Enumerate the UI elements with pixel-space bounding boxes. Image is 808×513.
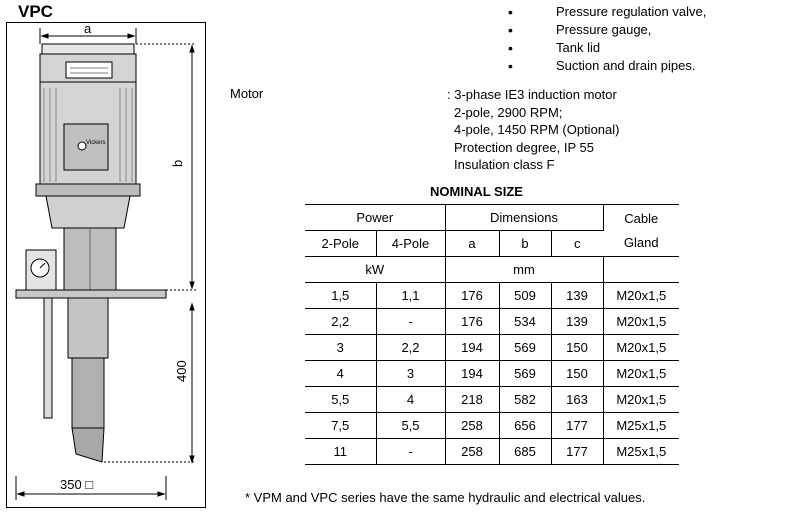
cell-2pole: 1,5 xyxy=(305,283,376,309)
cell-gland: M20x1,5 xyxy=(603,309,679,335)
cell-b: 534 xyxy=(499,309,551,335)
header-2pole: 2-Pole xyxy=(305,231,376,257)
cell-a: 218 xyxy=(445,387,499,413)
tank-lid xyxy=(16,290,166,298)
cell-c: 139 xyxy=(551,283,603,309)
header-cable: Cable xyxy=(624,210,659,226)
cell-gland: M20x1,5 xyxy=(603,361,679,387)
drain-pipe xyxy=(44,298,52,418)
motor-fan-cap xyxy=(42,44,134,54)
header-dimensions: Dimensions xyxy=(445,205,603,231)
cell-gland: M25x1,5 xyxy=(603,439,679,465)
header-cable-gland xyxy=(603,205,679,257)
motor-spec-line: Protection degree, IP 55 xyxy=(454,139,594,155)
header-dim-c: c xyxy=(551,231,603,257)
cell-c: 177 xyxy=(551,439,603,465)
table-row xyxy=(305,335,679,361)
cell-4pole: 3 xyxy=(376,361,445,387)
cell-c: 139 xyxy=(551,309,603,335)
cell-b: 569 xyxy=(499,335,551,361)
cell-b: 569 xyxy=(499,361,551,387)
rating-plate xyxy=(66,62,112,78)
cell-a: 258 xyxy=(445,439,499,465)
dim-350-label: 350 □ xyxy=(60,477,94,492)
unit-blank xyxy=(603,257,679,283)
feature-item: • Pressure regulation valve, xyxy=(508,3,706,21)
cell-2pole: 2,2 xyxy=(305,309,376,335)
footnote: * VPM and VPC series have the same hydraulic and electrical values. xyxy=(245,490,646,505)
cell-4pole: 2,2 xyxy=(376,335,445,361)
motor-spec-line: Insulation class F xyxy=(454,157,555,173)
cell-c: 177 xyxy=(551,413,603,439)
cell-c: 150 xyxy=(551,361,603,387)
dim-a-arrow-right xyxy=(128,34,134,38)
cell-2pole: 5,5 xyxy=(305,387,376,413)
cell-b: 509 xyxy=(499,283,551,309)
suction-pipe xyxy=(72,358,104,428)
pipe-tip xyxy=(72,428,104,462)
cell-b: 656 xyxy=(499,413,551,439)
cell-2pole: 7,5 xyxy=(305,413,376,439)
cell-c: 163 xyxy=(551,387,603,413)
feature-item: • Tank lid xyxy=(508,39,706,57)
cell-2pole: 11 xyxy=(305,439,376,465)
table-row xyxy=(305,283,679,309)
unit-kw: kW xyxy=(305,257,445,283)
motor-spec-line: 2-pole, 2900 RPM; xyxy=(454,104,563,120)
header-dim-b: b xyxy=(499,231,551,257)
motor-spec-line: 4-pole, 1450 RPM (Optional) xyxy=(454,122,620,138)
cell-4pole: 1,1 xyxy=(376,283,445,309)
cell-b: 582 xyxy=(499,387,551,413)
table-row xyxy=(305,439,679,465)
cell-4pole: 5,5 xyxy=(376,413,445,439)
header-power: Power xyxy=(305,205,445,231)
dim-400-label: 400 xyxy=(174,360,189,382)
dim-a-arrow-left xyxy=(42,34,48,38)
bell-housing xyxy=(46,196,130,228)
cell-4pole: 4 xyxy=(376,387,445,413)
motor-spec-line: : 3-phase IE3 induction motor xyxy=(447,87,617,102)
dim-b-label: b xyxy=(170,159,185,167)
cell-4pole: - xyxy=(376,439,445,465)
pump-shaft-housing xyxy=(68,298,108,358)
table-title: NOMINAL SIZE xyxy=(430,184,523,199)
header-gland: Gland xyxy=(623,234,659,250)
table-row xyxy=(305,361,679,387)
cell-gland: M25x1,5 xyxy=(603,413,679,439)
cell-a: 176 xyxy=(445,309,499,335)
cell-a: 194 xyxy=(445,335,499,361)
motor-flange xyxy=(36,184,140,196)
header-4pole: 4-Pole xyxy=(376,231,445,257)
cell-gland: M20x1,5 xyxy=(603,335,679,361)
feature-list xyxy=(508,3,706,75)
cell-gland: M20x1,5 xyxy=(603,283,679,309)
dim-a-label: a xyxy=(84,22,92,36)
cell-2pole: 4 xyxy=(305,361,376,387)
table-row xyxy=(305,387,679,413)
cell-b: 685 xyxy=(499,439,551,465)
feature-item: • Suction and drain pipes. xyxy=(508,57,706,75)
cell-a: 176 xyxy=(445,283,499,309)
motor-brand-text: Vickers xyxy=(86,140,106,146)
nominal-size-table xyxy=(305,204,679,465)
cell-4pole: - xyxy=(376,309,445,335)
header-dim-a: a xyxy=(445,231,499,257)
cell-a: 258 xyxy=(445,413,499,439)
cell-c: 150 xyxy=(551,335,603,361)
cell-2pole: 3 xyxy=(305,335,376,361)
table-row xyxy=(305,413,679,439)
motor-label: Motor xyxy=(230,86,264,101)
motor-specs xyxy=(447,86,619,174)
cell-gland: M20x1,5 xyxy=(603,387,679,413)
unit-mm: mm xyxy=(445,257,603,283)
cell-a: 194 xyxy=(445,361,499,387)
page-title: VPC xyxy=(18,2,53,21)
pump-technical-drawing xyxy=(6,22,206,508)
feature-item: • Pressure gauge, xyxy=(508,21,706,39)
table-row xyxy=(305,309,679,335)
